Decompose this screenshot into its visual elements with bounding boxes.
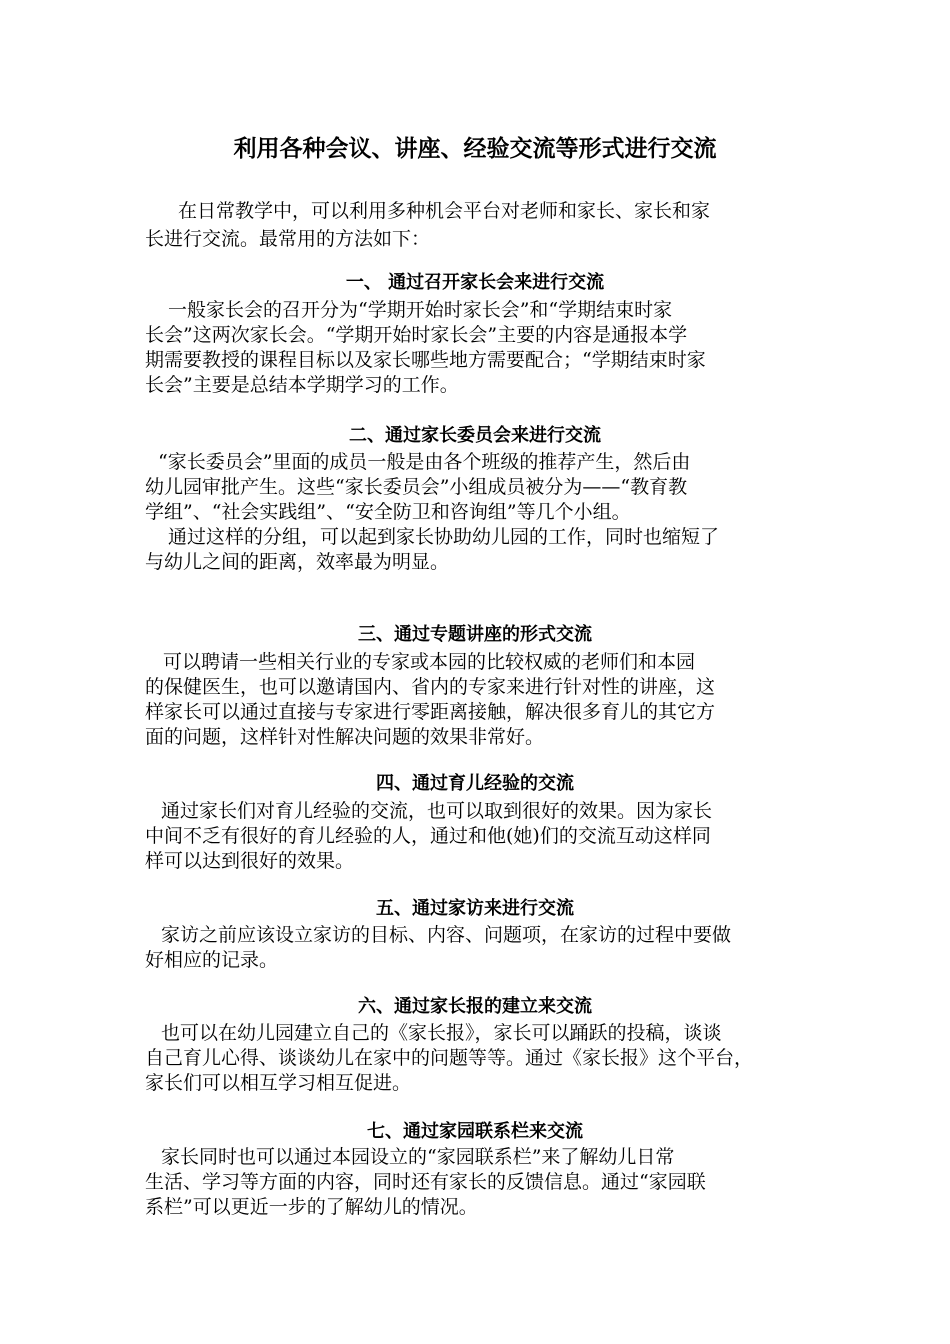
section-heading: 二、通过家长委员会来进行交流: [349, 425, 601, 446]
section-line: 长会”这两次家长会。“学期开始时家长会”主要的内容是通报本学: [145, 324, 688, 346]
section-line: 学组”、“社会实践组”、“安全防卫和咨询组”等几个小组。: [145, 501, 631, 523]
section-line: 期需要教授的课程目标以及家长哪些地方需要配合；“学期结束时家: [145, 349, 706, 371]
section-line: 家长们可以相互学习相互促进。: [145, 1072, 412, 1094]
section-line: 自己育儿心得、谈谈幼儿在家中的问题等等。通过《家长报》这个平台，: [145, 1047, 754, 1069]
section-line: 一般家长会的召开分为“学期开始时家长会”和“学期结束时家: [168, 299, 673, 321]
section-line: 长会”主要是总结本学期学习的工作。: [145, 374, 459, 396]
intro-line: 长进行交流。最常用的方法如下：: [145, 228, 431, 250]
section-line: 与幼儿之间的距离，效率最为明显。: [145, 551, 450, 573]
section-heading: 六、通过家长报的建立来交流: [358, 996, 592, 1017]
section-line: 生活、学习等方面的内容，同时还有家长的反馈信息。通过“家园联: [145, 1171, 706, 1193]
section-heading: 一、 通过召开家长会来进行交流: [345, 272, 605, 293]
section-line: 样家长可以通过直接与专家进行零距离接触，解决很多育儿的其它方: [145, 701, 716, 723]
section-heading: 七、通过家园联系栏来交流: [367, 1121, 583, 1142]
section-heading: 五、通过家访来进行交流: [376, 898, 574, 919]
section-line: 面的问题，这样针对性解决问题的效果非常好。: [145, 726, 545, 748]
section-line: “家长委员会”里面的成员一般是由各个班级的推荐产生，然后由: [158, 451, 691, 473]
section-line: 也可以在幼儿园建立自己的《家长报》，家长可以踊跃的投稿，谈谈: [161, 1022, 722, 1044]
intro-line: 在日常教学中，可以利用多种机会平台对老师和家长、家长和家: [178, 200, 711, 222]
document-title: 利用各种会议、讲座、经验交流等形式进行交流: [233, 135, 717, 162]
section-line: 的保健医生，也可以邀请国内、省内的专家来进行针对性的讲座，这: [145, 676, 716, 698]
section-line: 家长同时也可以通过本园设立的“家园联系栏”来了解幼儿日常: [161, 1146, 675, 1168]
section-line: 好相应的记录。: [145, 949, 279, 971]
section-line: 通过这样的分组，可以起到家长协助幼儿园的工作，同时也缩短了: [168, 526, 720, 548]
section-line: 幼儿园审批产生。这些“家长委员会”小组成员被分为——“教育教: [145, 476, 688, 498]
section-line: 通过家长们对育儿经验的交流，也可以取到很好的效果。因为家长: [161, 800, 713, 822]
section-line: 系栏”可以更近一步的了解幼儿的情况。: [145, 1196, 478, 1218]
section-heading: 四、通过育儿经验的交流: [376, 773, 574, 794]
section-line: 中间不乏有很好的育儿经验的人，通过和他(她)们的交流互动这样同: [145, 825, 711, 847]
section-heading: 三、通过专题讲座的形式交流: [358, 624, 592, 645]
section-line: 家访之前应该设立家访的目标、内容、问题项，在家访的过程中要做: [161, 924, 732, 946]
section-line: 样可以达到很好的效果。: [145, 850, 355, 872]
section-line: 可以聘请一些相关行业的专家或本园的比较权威的老师们和本园: [163, 651, 696, 673]
